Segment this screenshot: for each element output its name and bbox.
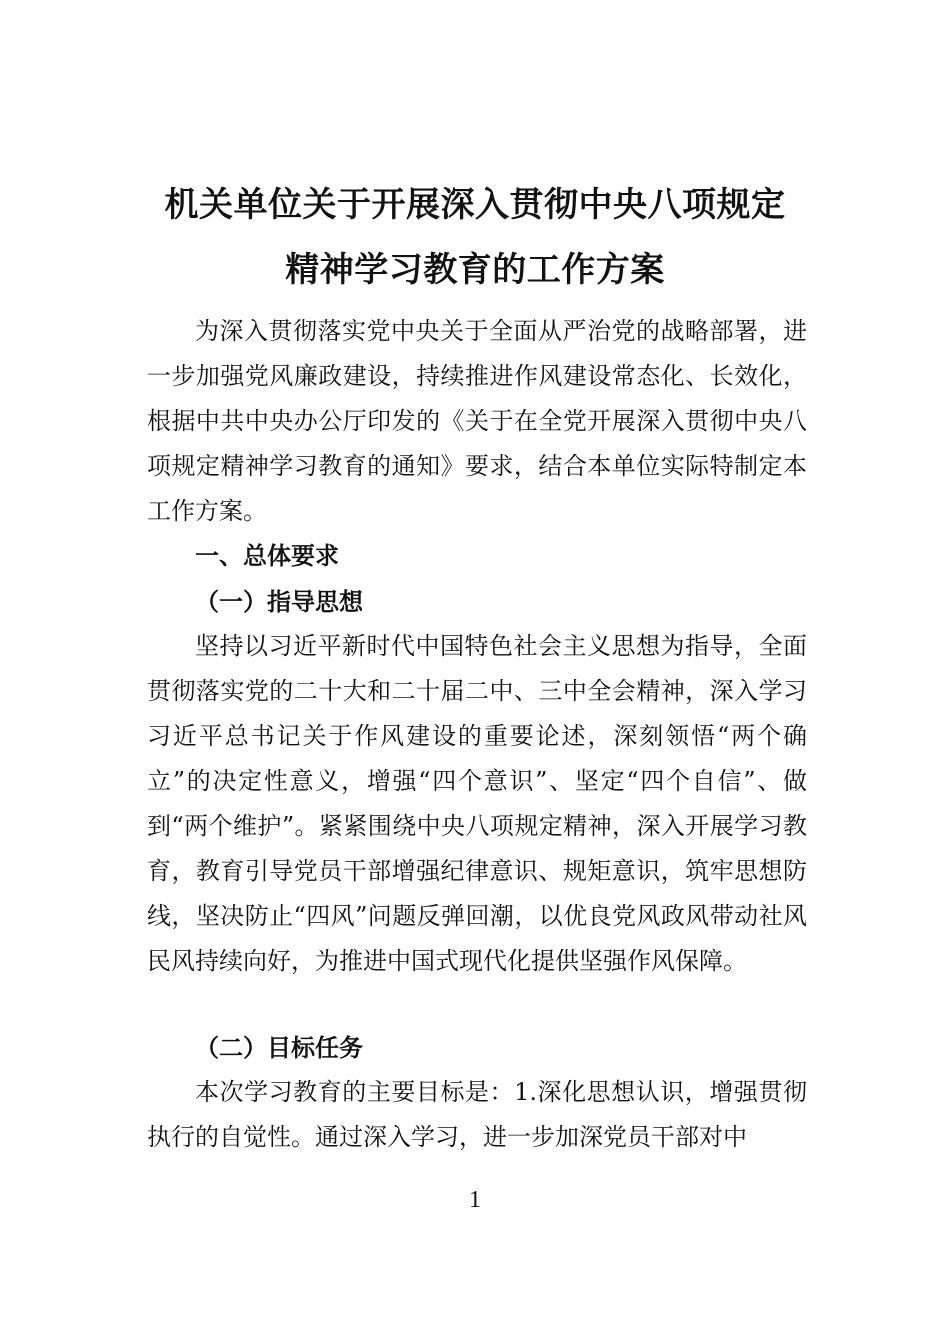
subsection-heading-goals-tasks: （二）目标任务 xyxy=(195,1033,363,1062)
page-number: 1 xyxy=(469,1187,481,1213)
guiding-ideology-paragraph: 坚持以习近平新时代中国特色社会主义思想为指导，全面贯彻落实党的二十大和二十届二中、三中全会精神，深入学习习近平总书记关于作风建设的重要论述，深刻领悟“两个确立”的决定性意义，增强“四个意识”、坚定“四个自信”、做到“两个维护”。紧紧围绕中央八项规定精神，深入开展学习教育，教育引导党员干部增强纪律意识、规矩意识，筑牢思想防线，坚决防止“四风”问题反弹回潮，以优良党风政风带动社风民风持续向好，为推进中国式现代化提供坚强作风保障。 xyxy=(147,632,807,975)
subsection-heading-guiding-ideology: （一）指导思想 xyxy=(195,587,363,616)
intro-paragraph: 为深入贯彻落实党中央关于全面从严治党的战略部署，进一步加强党风廉政建设，持续推进作风建设常态化、长效化，根据中共中央办公厅印发的《关于在全党开展深入贯彻中央八项规定精神学习教育的通知》要求，结合本单位实际特制定本工作方案。 xyxy=(147,317,807,525)
goals-tasks-paragraph: 本次学习教育的主要目标是：1.深化思想认识，增强贯彻执行的自觉性。通过深入学习，进一步加深党员干部对中 xyxy=(147,1078,807,1151)
document-title-line-2: 精神学习教育的工作方案 xyxy=(285,250,665,290)
document-title-line-1: 机关单位关于开展深入贯彻中央八项规定 xyxy=(164,185,786,225)
section-heading-general-requirements: 一、总体要求 xyxy=(195,542,339,570)
